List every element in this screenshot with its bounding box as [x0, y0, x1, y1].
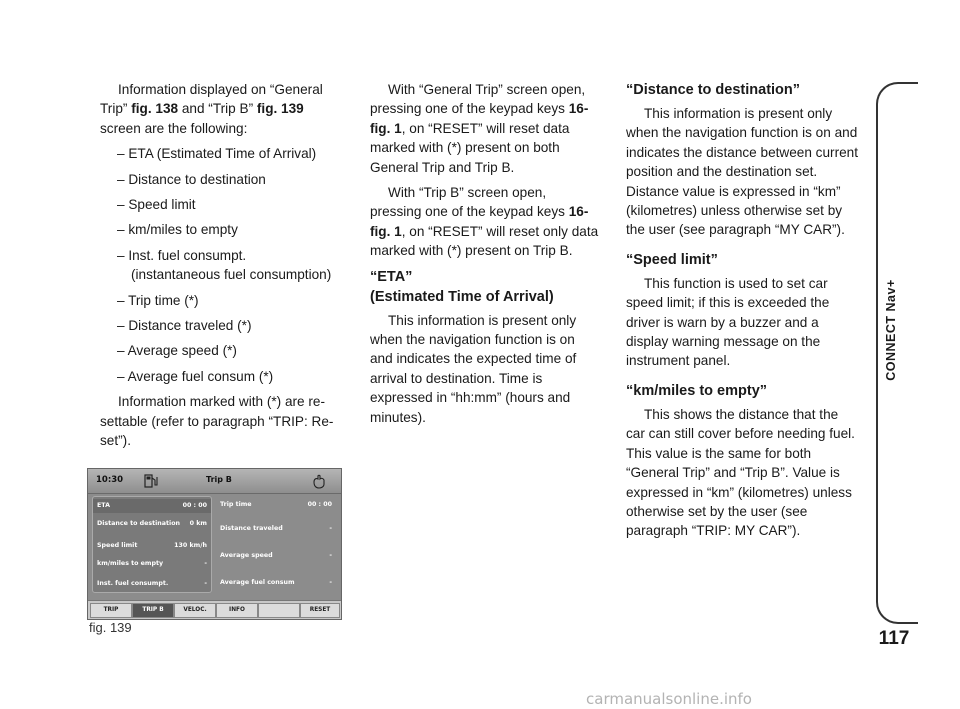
column-1: [100, 80, 346, 457]
info-row-fuel-consumpt: Inst. fuel consumpt. -: [97, 580, 207, 587]
reset-general-paragraph: With “General Trip” screen open, pressing one of the keypad keys 16-fig. 1, on “RESET” will reset data marked with (*) present on both General Trip and Trip B.: [370, 82, 589, 175]
trip-row-avg-fuel: Average fuel consum -: [220, 579, 332, 586]
list-item: – Distance to destination: [117, 171, 266, 187]
reset-tripb-paragraph: With “Trip B” screen open, pressing one of the keypad keys 16-fig. 1, on “RESET” will reset only data marked with (*) present on Trip B.: [370, 185, 599, 259]
list-item: – Inst. fuel consumpt. (instantaneous fuel consumption): [117, 247, 332, 283]
eta-paragraph: This information is present only when the navigation function is on and indicates the expected time of arrival to destination. Time is expressed in “hh:mm” (hours and minutes).: [370, 312, 577, 425]
tab-empty[interactable]: [258, 603, 300, 618]
km-to-empty-heading: “km/miles to empty”: [626, 382, 768, 399]
tab-veloc[interactable]: VELOC.: [174, 603, 216, 618]
column-2: [370, 80, 599, 433]
info-row-speed-limit: Speed limit 130 km/h: [97, 542, 207, 549]
trip-b-screen-figure: [87, 468, 342, 620]
list-item: – Distance traveled (*): [117, 318, 252, 334]
outro-paragraph: Information marked with (*) are re-settable (refer to paragraph “TRIP: Re-set”).: [100, 394, 334, 449]
info-row-distance: Distance to destination 0 km: [97, 520, 207, 527]
screen-title: Trip B: [206, 475, 232, 484]
tab-info[interactable]: INFO: [216, 603, 258, 618]
screen-clock: 10:30: [96, 475, 124, 485]
info-row-eta: ETA 00 : 00: [93, 499, 211, 513]
info-row-km-to-empty: km/miles to empty -: [97, 560, 207, 567]
screen-softkey-bar: [88, 600, 341, 619]
list-item: – Speed limit: [117, 197, 196, 213]
km-to-empty-paragraph: This shows the distance that the car can still cover before needing fuel. This value is the same for both “General Trip” and “Trip B”. Value is expressed in “km” (kilometres) unless otherwise set by the user (see paragraph “TRIP: MY CAR”).: [626, 406, 855, 539]
list-item: – Trip time (*): [117, 292, 199, 308]
tab-reset[interactable]: RESET: [300, 603, 340, 618]
page-number: 117: [878, 628, 910, 649]
section-label: CONNECT Nav+: [884, 279, 898, 381]
list-item: – ETA (Estimated Time of Arrival): [117, 146, 317, 162]
fuel-pump-icon: [142, 472, 160, 490]
list-item: – Average speed (*): [117, 343, 237, 359]
list-item: – Average fuel consum (*): [117, 368, 274, 384]
trip-row-distance: Distance traveled -: [220, 525, 332, 532]
hand-icon: [310, 472, 328, 490]
watermark: carmanualsonline.info: [586, 690, 752, 708]
screen-header: [88, 469, 341, 494]
trip-row-time: Trip time 00 : 00: [220, 501, 332, 508]
tab-trip[interactable]: TRIP: [90, 603, 132, 618]
column-3: [626, 80, 860, 547]
list-item: – km/miles to empty: [117, 222, 238, 238]
trip-b-panel: [216, 496, 336, 591]
speed-limit-paragraph: This function is used to set car speed limit; if this is exceeded the driver is warn by a buzzer and a display warning message on the instrument panel.: [626, 275, 830, 369]
general-info-panel: [92, 496, 212, 593]
eta-heading: “ETA” (Estimated Time of Arrival): [370, 268, 554, 305]
trip-row-avg-speed: Average speed -: [220, 552, 332, 559]
intro-paragraph: Information displayed on “General Trip” fig. 138 and “Trip B” fig. 139 screen are the following:: [100, 82, 323, 136]
tab-trip-b[interactable]: TRIP B: [132, 603, 174, 618]
distance-paragraph: This information is present only when the navigation function is on and indicates the distance between current position and the destination set. Distance value is expressed in “km” (kilometres) unless otherwise set by the user (see paragraph “MY CAR”).: [626, 106, 858, 238]
speed-limit-heading: “Speed limit”: [626, 251, 718, 268]
info-list: [100, 144, 346, 386]
figure-caption: fig. 139: [89, 620, 132, 635]
distance-heading: “Distance to destination”: [626, 82, 801, 98]
